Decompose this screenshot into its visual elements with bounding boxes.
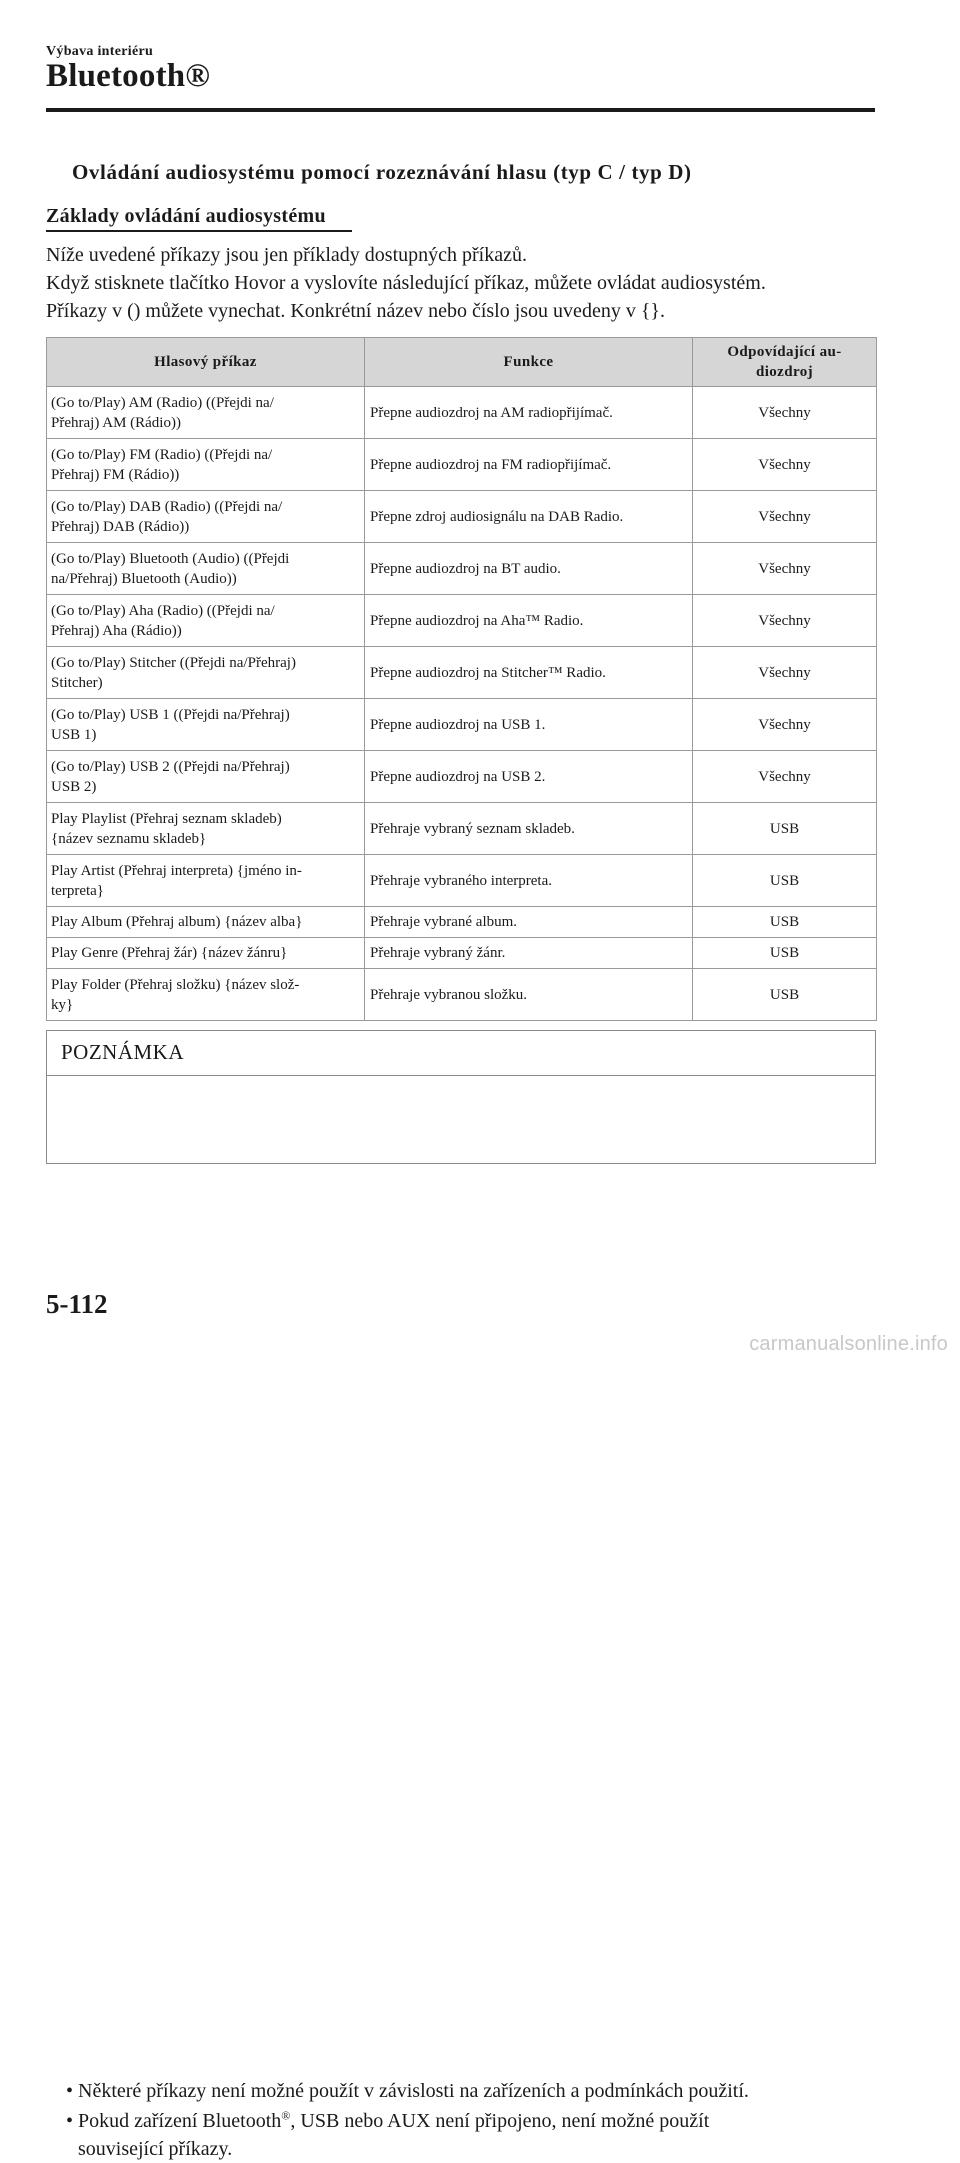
command-cell: Play Genre (Přehraj žár) {název žánru}	[47, 938, 365, 969]
source-cell: Všechny	[693, 595, 877, 647]
subheading-underline	[46, 230, 352, 232]
note-title: POZNÁMKA	[61, 1040, 185, 1064]
note-item	[61, 2107, 861, 2163]
source-cell: USB	[693, 969, 877, 1021]
breadcrumb: Výbava interiéru	[46, 44, 154, 59]
registered-mark: ®	[281, 2108, 291, 2123]
table-row	[47, 439, 877, 491]
watermark: carmanualsonline.info	[749, 1333, 948, 1355]
function-cell: Přehraje vybranou složku.	[365, 969, 693, 1021]
page-title: Bluetooth®	[46, 58, 211, 94]
intro-paragraph: Níže uvedené příkazy jsou jen příklady dostupných příkazů.	[46, 244, 527, 266]
subheading: Základy ovládání audiosystému	[46, 205, 326, 227]
command-cell: (Go to/Play) AM (Radio) ((Přejdi na/ Přehraj) AM (Rádio))	[47, 387, 365, 439]
function-cell: Přepne audiozdroj na USB 2.	[365, 751, 693, 803]
source-cell: Všechny	[693, 491, 877, 543]
command-cell: (Go to/Play) USB 1 ((Přejdi na/Přehraj) USB 1)	[47, 699, 365, 751]
table-row	[47, 938, 877, 969]
source-cell: Všechny	[693, 699, 877, 751]
function-cell: Přepne audiozdroj na USB 1.	[365, 699, 693, 751]
command-cell: (Go to/Play) USB 2 ((Přejdi na/Přehraj) USB 2)	[47, 751, 365, 803]
source-cell: USB	[693, 907, 877, 938]
command-cell: (Go to/Play) Bluetooth (Audio) ((Přejdi na/Přehraj) Bluetooth (Audio))	[47, 543, 365, 595]
function-cell: Přepne audiozdroj na Aha™ Radio.	[365, 595, 693, 647]
bullet-icon: •	[66, 2110, 74, 2132]
column-header-source: Odpovídající au- diozdroj	[693, 338, 877, 387]
column-header-command: Hlasový příkaz	[47, 338, 365, 387]
command-cell: Play Playlist (Přehraj seznam skladeb) {název seznamu skladeb}	[47, 803, 365, 855]
command-cell: (Go to/Play) DAB (Radio) ((Přejdi na/ Přehraj) DAB (Rádio))	[47, 491, 365, 543]
page-number: 5-112	[46, 1289, 108, 1319]
source-cell: Všechny	[693, 647, 877, 699]
table-row	[47, 387, 877, 439]
command-cell: Play Folder (Přehraj složku) {název slož- ky}	[47, 969, 365, 1021]
section-heading: Ovládání audiosystému pomocí rozeznávání hlasu (typ C / typ D)	[72, 160, 692, 184]
table-row	[47, 543, 877, 595]
command-cell: (Go to/Play) FM (Radio) ((Přejdi na/ Přehraj) FM (Rádio))	[47, 439, 365, 491]
function-cell: Přehraje vybraný seznam skladeb.	[365, 803, 693, 855]
table-row	[47, 647, 877, 699]
intro-paragraph: Když stisknete tlačítko Hovor a vyslovíte následující příkaz, můžete ovládat audiosystém.	[46, 272, 766, 294]
function-cell: Přehraje vybraný žánr.	[365, 938, 693, 969]
intro-paragraph: Příkazy v () můžete vynechat. Konkrétní název nebo číslo jsou uvedeny v {}.	[46, 300, 666, 322]
function-cell: Přepne zdroj audiosignálu na DAB Radio.	[365, 491, 693, 543]
command-cell: Play Album (Přehraj album) {název alba}	[47, 907, 365, 938]
note-item	[61, 2077, 861, 2105]
function-cell: Přepne audiozdroj na AM radiopřijímač.	[365, 387, 693, 439]
table-header-row	[47, 338, 877, 387]
table-row	[47, 907, 877, 938]
table-row	[47, 855, 877, 907]
section-marker-icon	[46, 162, 56, 184]
note-item-text	[78, 2107, 861, 2163]
column-header-function: Funkce	[365, 338, 693, 387]
title-divider	[46, 108, 875, 112]
function-cell: Přehraje vybraného interpreta.	[365, 855, 693, 907]
note-item-text: Některé příkazy není možné použít v závislosti na zařízeních a podmínkách použití.	[78, 2080, 749, 2102]
table-row	[47, 491, 877, 543]
table-row	[47, 751, 877, 803]
function-cell: Přepne audiozdroj na FM radiopřijímač.	[365, 439, 693, 491]
note-item-text-part: Pokud zařízení Bluetooth	[78, 2110, 282, 2132]
source-cell: USB	[693, 803, 877, 855]
source-cell: USB	[693, 855, 877, 907]
function-cell: Přepne audiozdroj na Stitcher™ Radio.	[365, 647, 693, 699]
source-cell: Všechny	[693, 439, 877, 491]
function-cell: Přehraje vybrané album.	[365, 907, 693, 938]
command-cell: Play Artist (Přehraj interpreta) {jméno in- terpreta}	[47, 855, 365, 907]
table-row	[47, 803, 877, 855]
table-row	[47, 699, 877, 751]
source-cell: USB	[693, 938, 877, 969]
table-row	[47, 969, 877, 1021]
source-cell: Všechny	[693, 387, 877, 439]
source-cell: Všechny	[693, 543, 877, 595]
function-cell: Přepne audiozdroj na BT audio.	[365, 543, 693, 595]
bullet-icon: •	[66, 2080, 74, 2102]
note-item-text-part: , USB nebo AUX není připojeno, není možné použít související příkazy.	[78, 2110, 710, 2160]
voice-command-table	[46, 337, 877, 1021]
command-cell: (Go to/Play) Stitcher ((Přejdi na/Přehraj) Stitcher)	[47, 647, 365, 699]
note-divider	[47, 1075, 875, 1076]
table-row	[47, 595, 877, 647]
source-cell: Všechny	[693, 751, 877, 803]
command-cell: (Go to/Play) Aha (Radio) ((Přejdi na/ Přehraj) Aha (Rádio))	[47, 595, 365, 647]
